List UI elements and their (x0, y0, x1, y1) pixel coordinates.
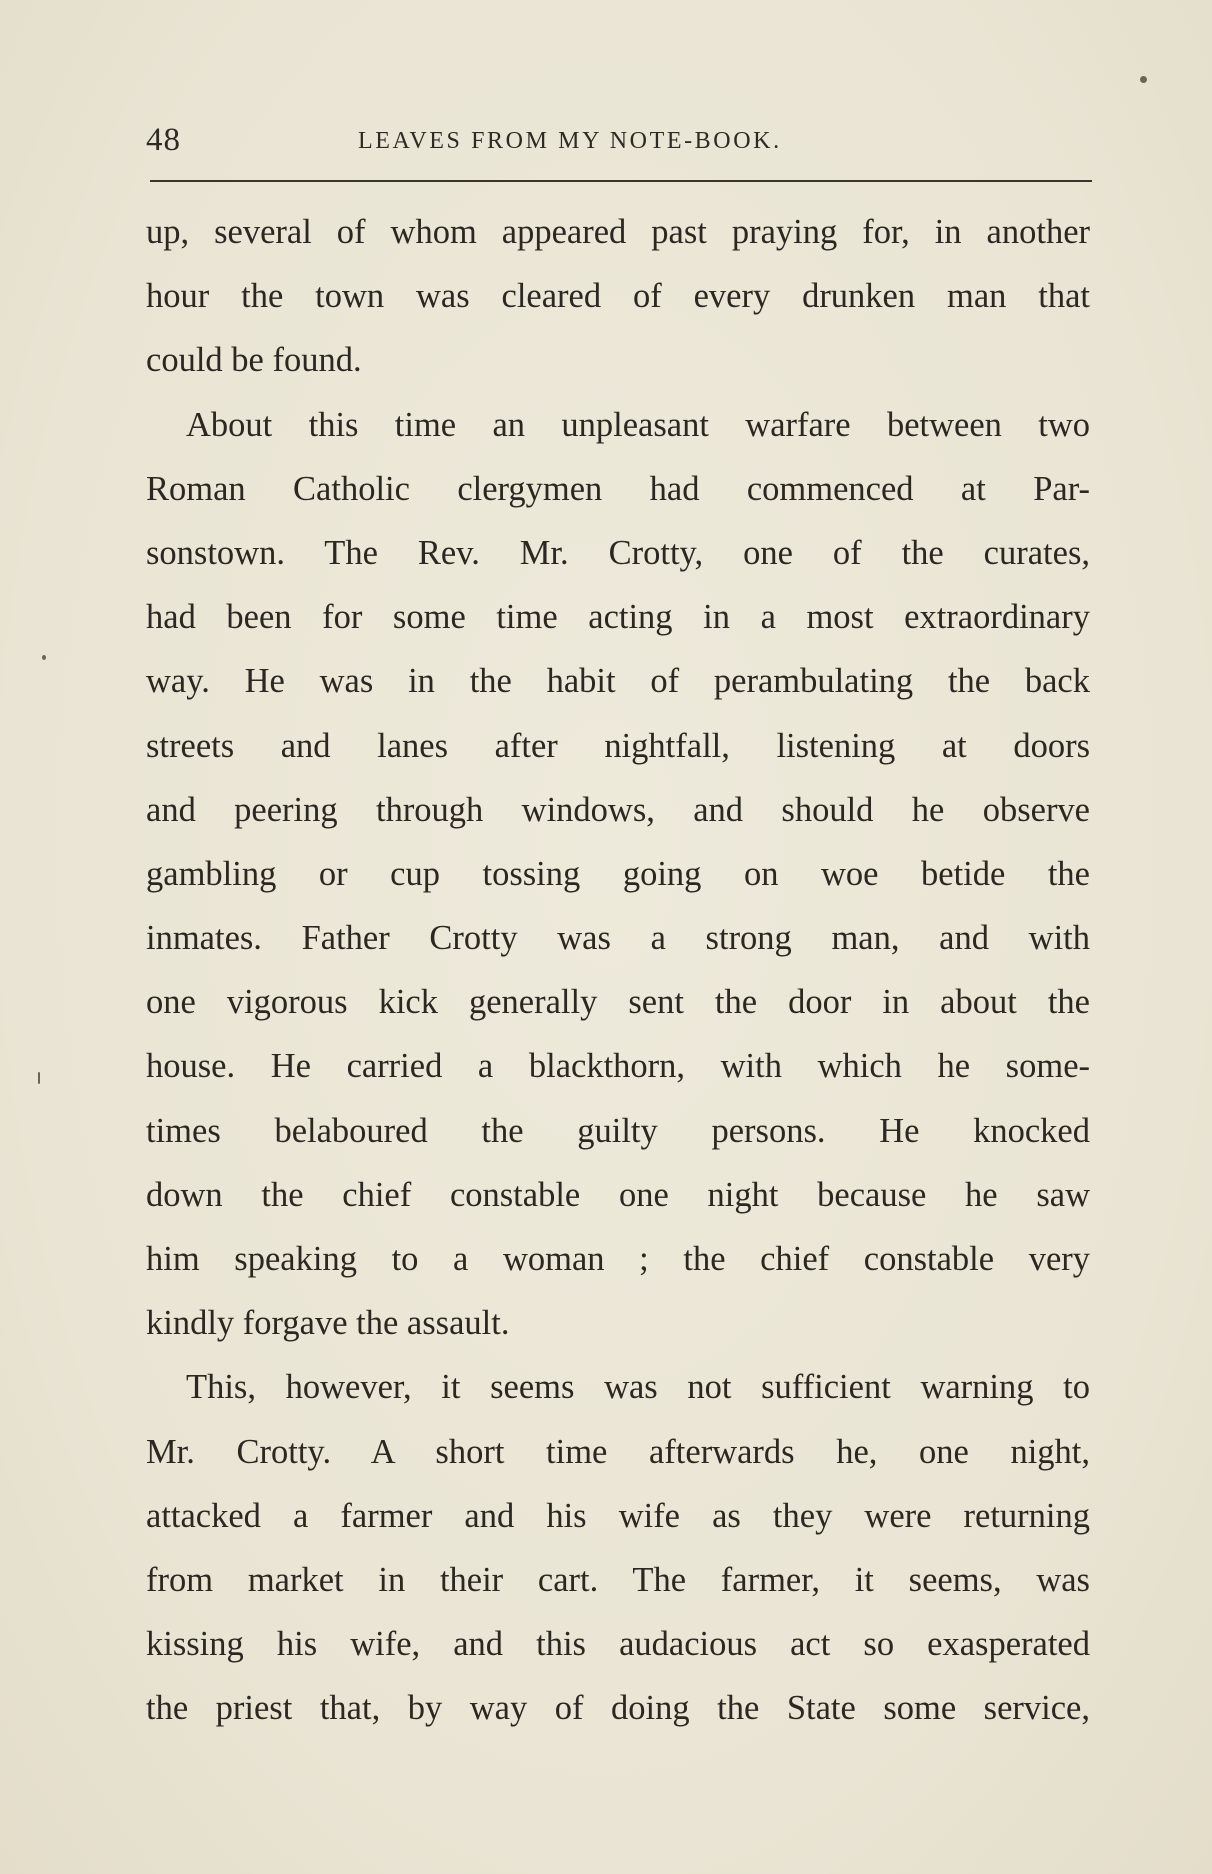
text-line: kissing his wife, and this audacious act so exasperated (146, 1625, 1090, 1664)
header-rule (150, 180, 1092, 182)
paper-speck (38, 1072, 40, 1084)
text-line: streets and lanes after nightfall, listening at doors (146, 726, 1090, 765)
running-head: LEAVES FROM MY NOTE-BOOK. (358, 128, 782, 154)
text-line: inmates. Father Crotty was a strong man, and with (146, 919, 1090, 958)
text-line: sonstown. The Rev. Mr. Crotty, one of the curates, (146, 533, 1090, 572)
text-line: and peering through windows, and should he observe (146, 790, 1090, 829)
text-line: one vigorous kick generally sent the door in about the (146, 983, 1090, 1022)
body-text (146, 200, 1090, 1741)
page-header (146, 122, 1090, 162)
text-line: could be found. (146, 341, 362, 380)
text-line: had been for some time acting in a most extraordinary (146, 598, 1090, 637)
text-line: times belaboured the guilty persons. He knocked (146, 1111, 1090, 1150)
text-line: him speaking to a woman ; the chief constable very (146, 1240, 1090, 1278)
text-line: down the chief constable one night because he saw (146, 1175, 1090, 1214)
text-line: hour the town was cleared of every drunken man that (146, 277, 1090, 316)
text-line: from market in their cart. The farmer, it seems, was (146, 1560, 1090, 1599)
page-number: 48 (146, 122, 181, 158)
text-line: house. He carried a blackthorn, with which he some- (146, 1047, 1090, 1086)
text-line: This, however, it seems was not sufficient warning to (186, 1368, 1090, 1407)
text-line: the priest that, by way of doing the State some service, (146, 1689, 1090, 1728)
text-line: Mr. Crotty. A short time afterwards he, one night, (146, 1432, 1090, 1471)
text-line: up, several of whom appeared past praying for, in another (146, 213, 1090, 251)
text-line: Roman Catholic clergymen had commenced at Par- (146, 469, 1090, 508)
text-line: About this time an unpleasant warfare between two (186, 405, 1090, 444)
text-line: way. He was in the habit of perambulating the back (146, 662, 1090, 701)
text-line: gambling or cup tossing going on woe betide the (146, 854, 1090, 893)
paper-speck (42, 655, 46, 660)
text-line: kindly forgave the assault. (146, 1304, 510, 1343)
text-line: attacked a farmer and his wife as they were returning (146, 1496, 1090, 1535)
paper-speck (1140, 76, 1147, 83)
